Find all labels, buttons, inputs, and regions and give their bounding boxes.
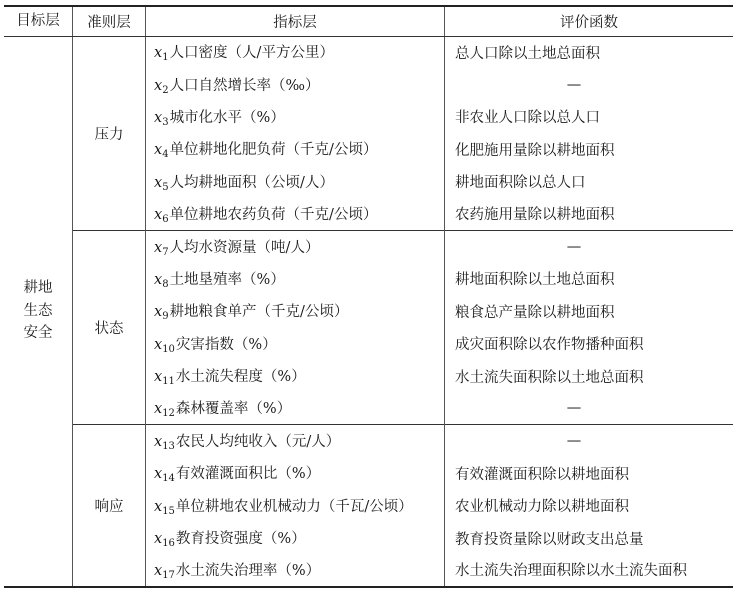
indicator-label: 教育投资强度（%） — [175, 531, 306, 548]
header-goal: 目标层 — [4, 6, 73, 36]
indicator-variable: x — [154, 401, 163, 418]
table-row — [4, 425, 733, 457]
indicator-label: 农民人均纯收入（元/人） — [175, 434, 341, 451]
indicator-variable: x — [154, 336, 163, 353]
indicator-cell — [146, 36, 445, 68]
function-cell: — — [566, 76, 582, 93]
function-cell: 非农业人口除以总人口 — [455, 110, 600, 127]
indicator-label: 人口密度（人/平方公里） — [169, 45, 334, 62]
indicator-subscript: 1 — [162, 52, 169, 64]
function-cell: — — [566, 400, 582, 417]
indicator-variable: x — [154, 304, 163, 321]
indicator-label: 城市化水平（%） — [169, 109, 285, 126]
indicator-variable: x — [154, 531, 163, 548]
indicator-variable: x — [154, 206, 163, 223]
indicator-cell — [146, 457, 445, 489]
criterion-cell: 响应 — [73, 425, 146, 587]
function-cell: 成灾面积除以农作物播种面积 — [455, 337, 644, 354]
indicator-cell — [146, 68, 445, 100]
indicator-subscript: 13 — [162, 441, 175, 453]
indicator-variable: x — [154, 174, 163, 191]
indicator-variable: x — [154, 434, 163, 451]
function-cell: 农药施用量除以耕地面积 — [455, 207, 615, 224]
indicator-variable: x — [154, 562, 163, 579]
function-cell: 教育投资量除以财政支出总量 — [455, 531, 644, 548]
function-cell: — — [445, 230, 734, 262]
indicator-cell — [146, 425, 445, 457]
indicator-variable: x — [154, 142, 163, 159]
indicator-subscript: 17 — [162, 569, 175, 581]
indicator-label: 人口自然增长率（‰） — [169, 77, 320, 94]
indicator-variable: x — [154, 369, 163, 386]
function-cell: 农业机械动力除以耕地面积 — [455, 499, 629, 516]
indicator-label: 森林覆盖率（%） — [175, 401, 292, 418]
indicator-variable: x — [154, 109, 163, 126]
indicator-subscript: 5 — [162, 181, 169, 193]
function-cell: 耕地面积除以土地总面积 — [455, 272, 615, 289]
indicator-label: 单位耕地化肥负荷（千克/公顷） — [169, 142, 378, 159]
indicator-label: 有效灌溉面积比（%） — [175, 466, 321, 483]
indicator-subscript: 9 — [162, 311, 169, 323]
indicator-subscript: 16 — [162, 538, 175, 550]
criterion-cell: 状态 — [73, 230, 146, 424]
function-cell: 化肥施用量除以耕地面积 — [455, 142, 615, 159]
indicator-label: 灾害指数（%） — [175, 336, 277, 353]
goal-cell: 耕地 生态 安全 — [4, 36, 73, 587]
indicator-label: 水土流失治理率（%） — [175, 562, 321, 579]
indicator-variable: x — [154, 498, 163, 515]
header-function: 评价函数 — [445, 6, 734, 36]
indicator-cell — [146, 133, 445, 165]
header-indicator: 指标层 — [146, 6, 445, 36]
indicator-cell — [146, 489, 445, 521]
indicator-label: 水土流失程度（%） — [175, 369, 306, 386]
function-cell: — — [445, 425, 734, 457]
indicator-subscript: 15 — [162, 505, 175, 517]
indicator-subscript: 3 — [162, 116, 169, 128]
function-cell: 有效灌溉面积除以耕地面积 — [455, 466, 629, 483]
indicator-cell — [146, 522, 445, 554]
header-criterion: 准则层 — [73, 6, 146, 36]
indicator-cell — [146, 166, 445, 198]
indicator-label: 单位耕地农业机械动力（千瓦/公顷） — [175, 498, 413, 515]
indicator-cell — [146, 328, 445, 360]
function-cell: 总人口除以土地总面积 — [445, 36, 734, 68]
header-row — [4, 6, 733, 36]
indicator-label: 人均水资源量（吨/人） — [169, 239, 320, 256]
indicator-label: 人均耕地面积（公顷/人） — [169, 174, 334, 191]
criterion-cell: 压力 — [73, 36, 146, 230]
indicator-subscript: 12 — [162, 408, 175, 420]
indicator-cell — [146, 392, 445, 424]
indicator-subscript: 10 — [162, 343, 175, 355]
indicator-subscript: 8 — [162, 278, 169, 290]
indicator-cell — [146, 101, 445, 133]
indicator-subscript: 7 — [162, 246, 169, 258]
indicator-label: 耕地粮食单产（千克/公顷） — [169, 304, 349, 321]
indicator-subscript: 2 — [162, 84, 169, 96]
indicator-table — [4, 5, 733, 588]
indicator-cell — [146, 263, 445, 295]
table-row — [4, 36, 733, 68]
table-body — [4, 36, 733, 587]
indicator-cell — [146, 198, 445, 230]
indicator-cell — [146, 360, 445, 392]
indicator-variable: x — [154, 77, 163, 94]
indicator-cell — [146, 230, 445, 262]
indicator-variable: x — [154, 239, 163, 256]
function-cell: 耕地面积除以总人口 — [455, 175, 586, 192]
indicator-cell — [146, 554, 445, 586]
indicator-subscript: 11 — [162, 376, 175, 388]
indicator-cell — [146, 295, 445, 327]
indicator-label: 土地垦殖率（%） — [169, 271, 285, 288]
function-cell: 水土流失面积除以土地总面积 — [455, 369, 644, 386]
table-row — [4, 230, 733, 262]
indicator-label: 单位耕地农药负荷（千克/公顷） — [169, 206, 378, 223]
indicator-variable: x — [154, 271, 163, 288]
function-cell: 水土流失治理面积除以水土流失面积 — [445, 554, 734, 586]
indicator-variable: x — [154, 466, 163, 483]
indicator-subscript: 14 — [162, 473, 175, 485]
indicator-subscript: 4 — [162, 149, 169, 161]
indicator-variable: x — [154, 45, 163, 62]
indicator-subscript: 6 — [162, 213, 169, 225]
function-cell: 粮食总产量除以耕地面积 — [455, 304, 615, 321]
